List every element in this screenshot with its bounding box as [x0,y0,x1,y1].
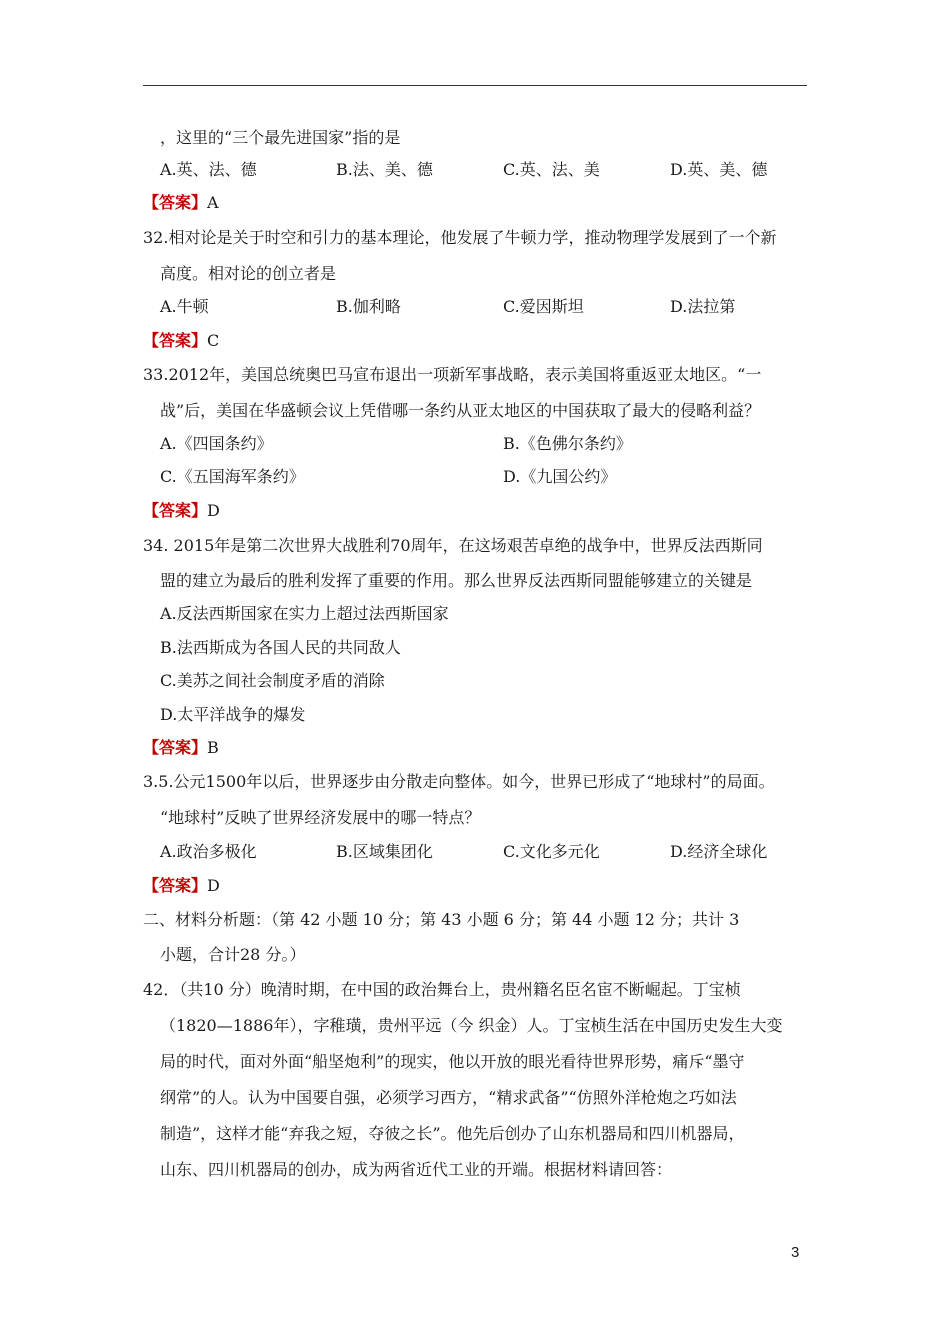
q35-option-d: D.经济全球化 [670,842,768,861]
q31-answer: 【答案】A [143,193,219,212]
q33-option-b: B.《色佛尔条约》 [503,434,632,453]
q35-option-b: B.区域集团化 [336,842,433,861]
q34-stem-line1: 34. 2015年是第二次世界大战胜利70周年，在这场艰苦卓绝的战争中，世界反法西斯同 [143,536,763,555]
q35-stem-line2: “地球村”反映了世界经济发展中的哪一特点？ [160,808,481,827]
q35-option-a: A.政治多极化 [160,842,257,861]
q32-stem-line1: 32.相对论是关于时空和引力的基本理论，他发展了牛顿力学，推动物理学发展到了一个新 [143,228,777,247]
section2-heading-line1: 二、材料分析题：（第 42 小题 10 分；第 43 小题 6 分；第 44 小题 12 分；共计 3 [143,910,740,929]
page-number: 3 [791,1244,800,1261]
q35-stem-line1: 3.5.公元1500年以后，世界逐步由分散走向整体。如今，世界已形成了“地球村”的局面。 [143,772,775,791]
q42-line1: 42．（共10 分）晚清时期，在中国的政治舞台上，贵州籍名臣名宦不断崛起。丁宝桢 [143,980,741,999]
section2-heading-line2: 小题，合计28 分。） [160,945,306,964]
q32-option-c: C.爱因斯坦 [503,297,584,316]
q35-option-c: C.文化多元化 [503,842,600,861]
q35-answer: 【答案】D [143,876,220,895]
q34-option-d: D.太平洋战争的爆发 [160,705,306,724]
q31-option-b: B.法、美、德 [336,160,433,179]
q34-answer: 【答案】B [143,738,219,757]
q34-option-b: B.法西斯成为各国人民的共同敌人 [160,638,401,657]
q33-option-c: C.《五国海军条约》 [160,467,305,486]
q34-stem-line2: 盟的建立为最后的胜利发挥了重要的作用。那么世界反法西斯同盟能够建立的关键是 [160,571,753,590]
q32-option-a: A.牛顿 [160,297,209,316]
q32-option-b: B.伽利略 [336,297,401,316]
q33-stem-line1: 33.2012年，美国总统奥巴马宣布退出一项新军事战略，表示美国将重返亚太地区。“一 [143,365,762,384]
q42-line4: 纲常”的人。认为中国要自强，必须学习西方，“精求武备”“仿照外洋枪炮之巧如法 [160,1088,737,1107]
header-rule [143,85,807,86]
q33-answer: 【答案】D [143,501,220,520]
q31-option-c: C.英、法、美 [503,160,600,179]
q34-option-a: A.反法西斯国家在实力上超过法西斯国家 [160,604,449,623]
q33-option-a: A.《四国条约》 [160,434,273,453]
q42-line6: 山东、四川机器局的创办，成为两省近代工业的开端。根据材料请回答： [160,1160,673,1179]
q33-stem-line2: 战”后，美国在华盛顿会议上凭借哪一条约从亚太地区的中国获取了最大的侵略利益？ [160,401,761,420]
q42-line2: （1820—1886年），字稚璜，贵州平远（今 织金）人。丁宝桢生活在中国历史发生大变 [160,1016,783,1035]
q33-option-d: D.《九国公约》 [503,467,617,486]
q42-line5: 制造”，这样才能“弃我之短，夺彼之长”。他先后创办了山东机器局和四川机器局， [160,1124,745,1143]
q34-option-c: C.美苏之间社会制度矛盾的消除 [160,671,385,690]
q32-answer: 【答案】C [143,331,220,350]
q31-option-d: D.英、美、德 [670,160,768,179]
q32-option-d: D.法拉第 [670,297,736,316]
q32-stem-line2: 高度。相对论的创立者是 [160,264,337,283]
q31-stem: ，这里的“三个最先进国家”指的是 [160,128,401,147]
q31-option-a: A.英、法、德 [160,160,257,179]
q42-line3: 局的时代，面对外面“船坚炮利”的现实，他以开放的眼光看待世界形势，痛斥“墨守 [160,1052,745,1071]
